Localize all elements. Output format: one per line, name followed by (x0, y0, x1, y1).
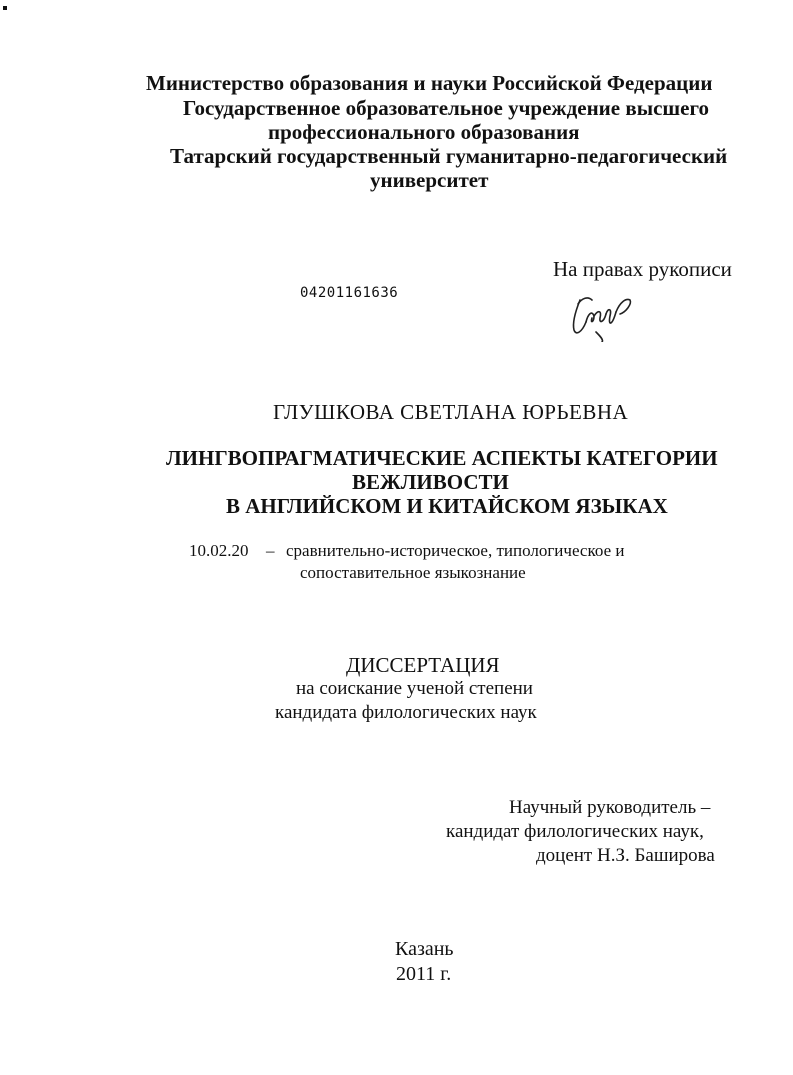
advisor-degree: кандидат филологических наук, (446, 821, 704, 842)
university-name-line: Татарский государственный гуманитарно-педагогический (170, 144, 728, 168)
specialty-code: 10.02.20 (189, 541, 249, 560)
degree-line-1: на соискание ученой степени (296, 678, 533, 699)
specialty-dash: – (266, 541, 275, 560)
university-name-line-2: университет (370, 168, 489, 192)
dissertation-title-line-3: В АНГЛИЙСКОМ И КИТАЙСКОМ ЯЗЫКАХ (226, 494, 668, 518)
specialty-name-line-1: сравнительно-историческое, типологическое и (286, 541, 625, 560)
author-name: ГЛУШКОВА СВЕТЛАНА ЮРЬЕВНА (273, 400, 629, 424)
year: 2011 г. (396, 963, 452, 985)
scan-corner-mark (3, 6, 7, 10)
advisor-role: Научный руководитель – (509, 797, 711, 818)
ministry-line: Министерство образования и науки Российской Федерации (146, 71, 713, 95)
dissertation-heading: ДИССЕРТАЦИЯ (346, 653, 500, 677)
handwritten-signature (566, 286, 638, 342)
degree-line-2: кандидата филологических наук (275, 702, 537, 723)
manuscript-rights-label: На правах рукописи (553, 257, 732, 281)
document-number: 04201161636 (300, 285, 399, 301)
city: Казань (395, 938, 454, 960)
institution-type-line-2: профессионального образования (268, 120, 580, 144)
dissertation-title-line-1: ЛИНГВОПРАГМАТИЧЕСКИЕ АСПЕКТЫ КАТЕГОРИИ (166, 446, 718, 470)
institution-type-line: Государственное образовательное учреждение высшего (183, 96, 709, 120)
dissertation-title-line-2: ВЕЖЛИВОСТИ (352, 470, 509, 494)
specialty-name-line-2: сопоставительное языкознание (300, 563, 526, 582)
advisor-name: доцент Н.З. Баширова (536, 845, 715, 866)
